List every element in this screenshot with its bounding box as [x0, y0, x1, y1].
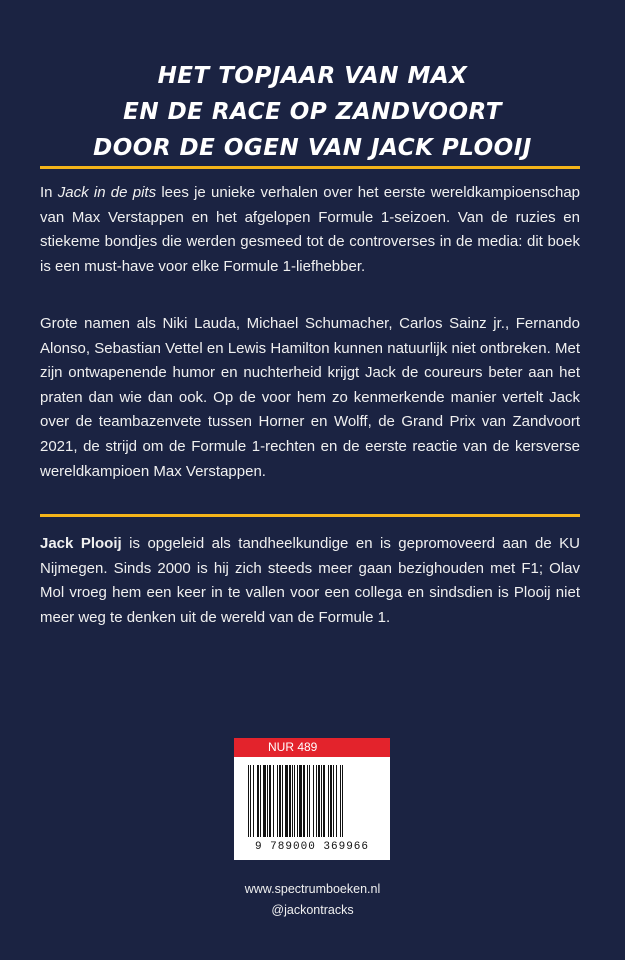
headline-line-1: HET TOPJAAR VAN MAX	[157, 63, 468, 89]
headline-line-2: EN DE RACE OP ZANDVOORT	[123, 99, 502, 125]
website-link[interactable]: www.spectrumboeken.nl	[244, 882, 381, 896]
isbn-number: 9 789000 369966	[254, 841, 370, 853]
headline-line-3: DOOR DE OGEN VAN JACK PLOOIJ	[93, 135, 532, 161]
book-title: Jack in de pits	[57, 184, 157, 201]
barcode-panel	[234, 738, 390, 860]
blurb-text: lees je unieke verhalen over het eerste wereldkampioenschap van Max Verstappen en het afgelopen Formule 1-seizoen. Van de ruzies en stiekeme bondjes die werden gesmeed tot de controverses in de media: dit boek is een must-have voor elke Formule 1-liefhebber.	[40, 184, 581, 275]
social-handle[interactable]: @jackontracks	[271, 903, 354, 917]
blurb-intro: In	[40, 184, 58, 201]
author-bio	[40, 532, 580, 630]
blurb-paragraph-2: Grote namen als Niki Lauda, Michael Schumacher, Carlos Sainz jr., Fernando Alonso, Sebastian Vettel en Lewis Hamilton kunnen natuurlijk niet ontbreken. Met zijn ontwapenende humor en nuchterheid krijgt Jack de coureurs beter aan het praten dan wie dan ook. Op de voor hem zo kenmerkende manier vertelt Jack over de teambazenvete tussen Horner en Wolff, de Grand Prix van Zandvoort 2021, de strijd om de Formule 1-rechten en de eerste reactie van de kersverse wereldkampioen Max Verstappen.	[40, 315, 580, 480]
cover-headline	[0, 58, 625, 166]
author-bio-text: is opgeleid als tandheelkundige en is gepromoveerd aan de KU Nijmegen. Sinds 2000 is hij zich steeds meer gaan bezighouden met F1; Olav Mol vroeg hem een keer in te vallen voor een collega en sindsdien is Plooij niet meer weg te denken uit de wereld van de Formule 1.	[40, 535, 580, 626]
nur-label: NUR 489	[234, 738, 390, 757]
blurb-paragraph-1	[40, 181, 580, 279]
barcode-bars	[248, 765, 376, 837]
author-name: Jack Plooij	[40, 535, 122, 552]
divider-bottom	[40, 514, 580, 517]
divider-top	[40, 166, 580, 169]
